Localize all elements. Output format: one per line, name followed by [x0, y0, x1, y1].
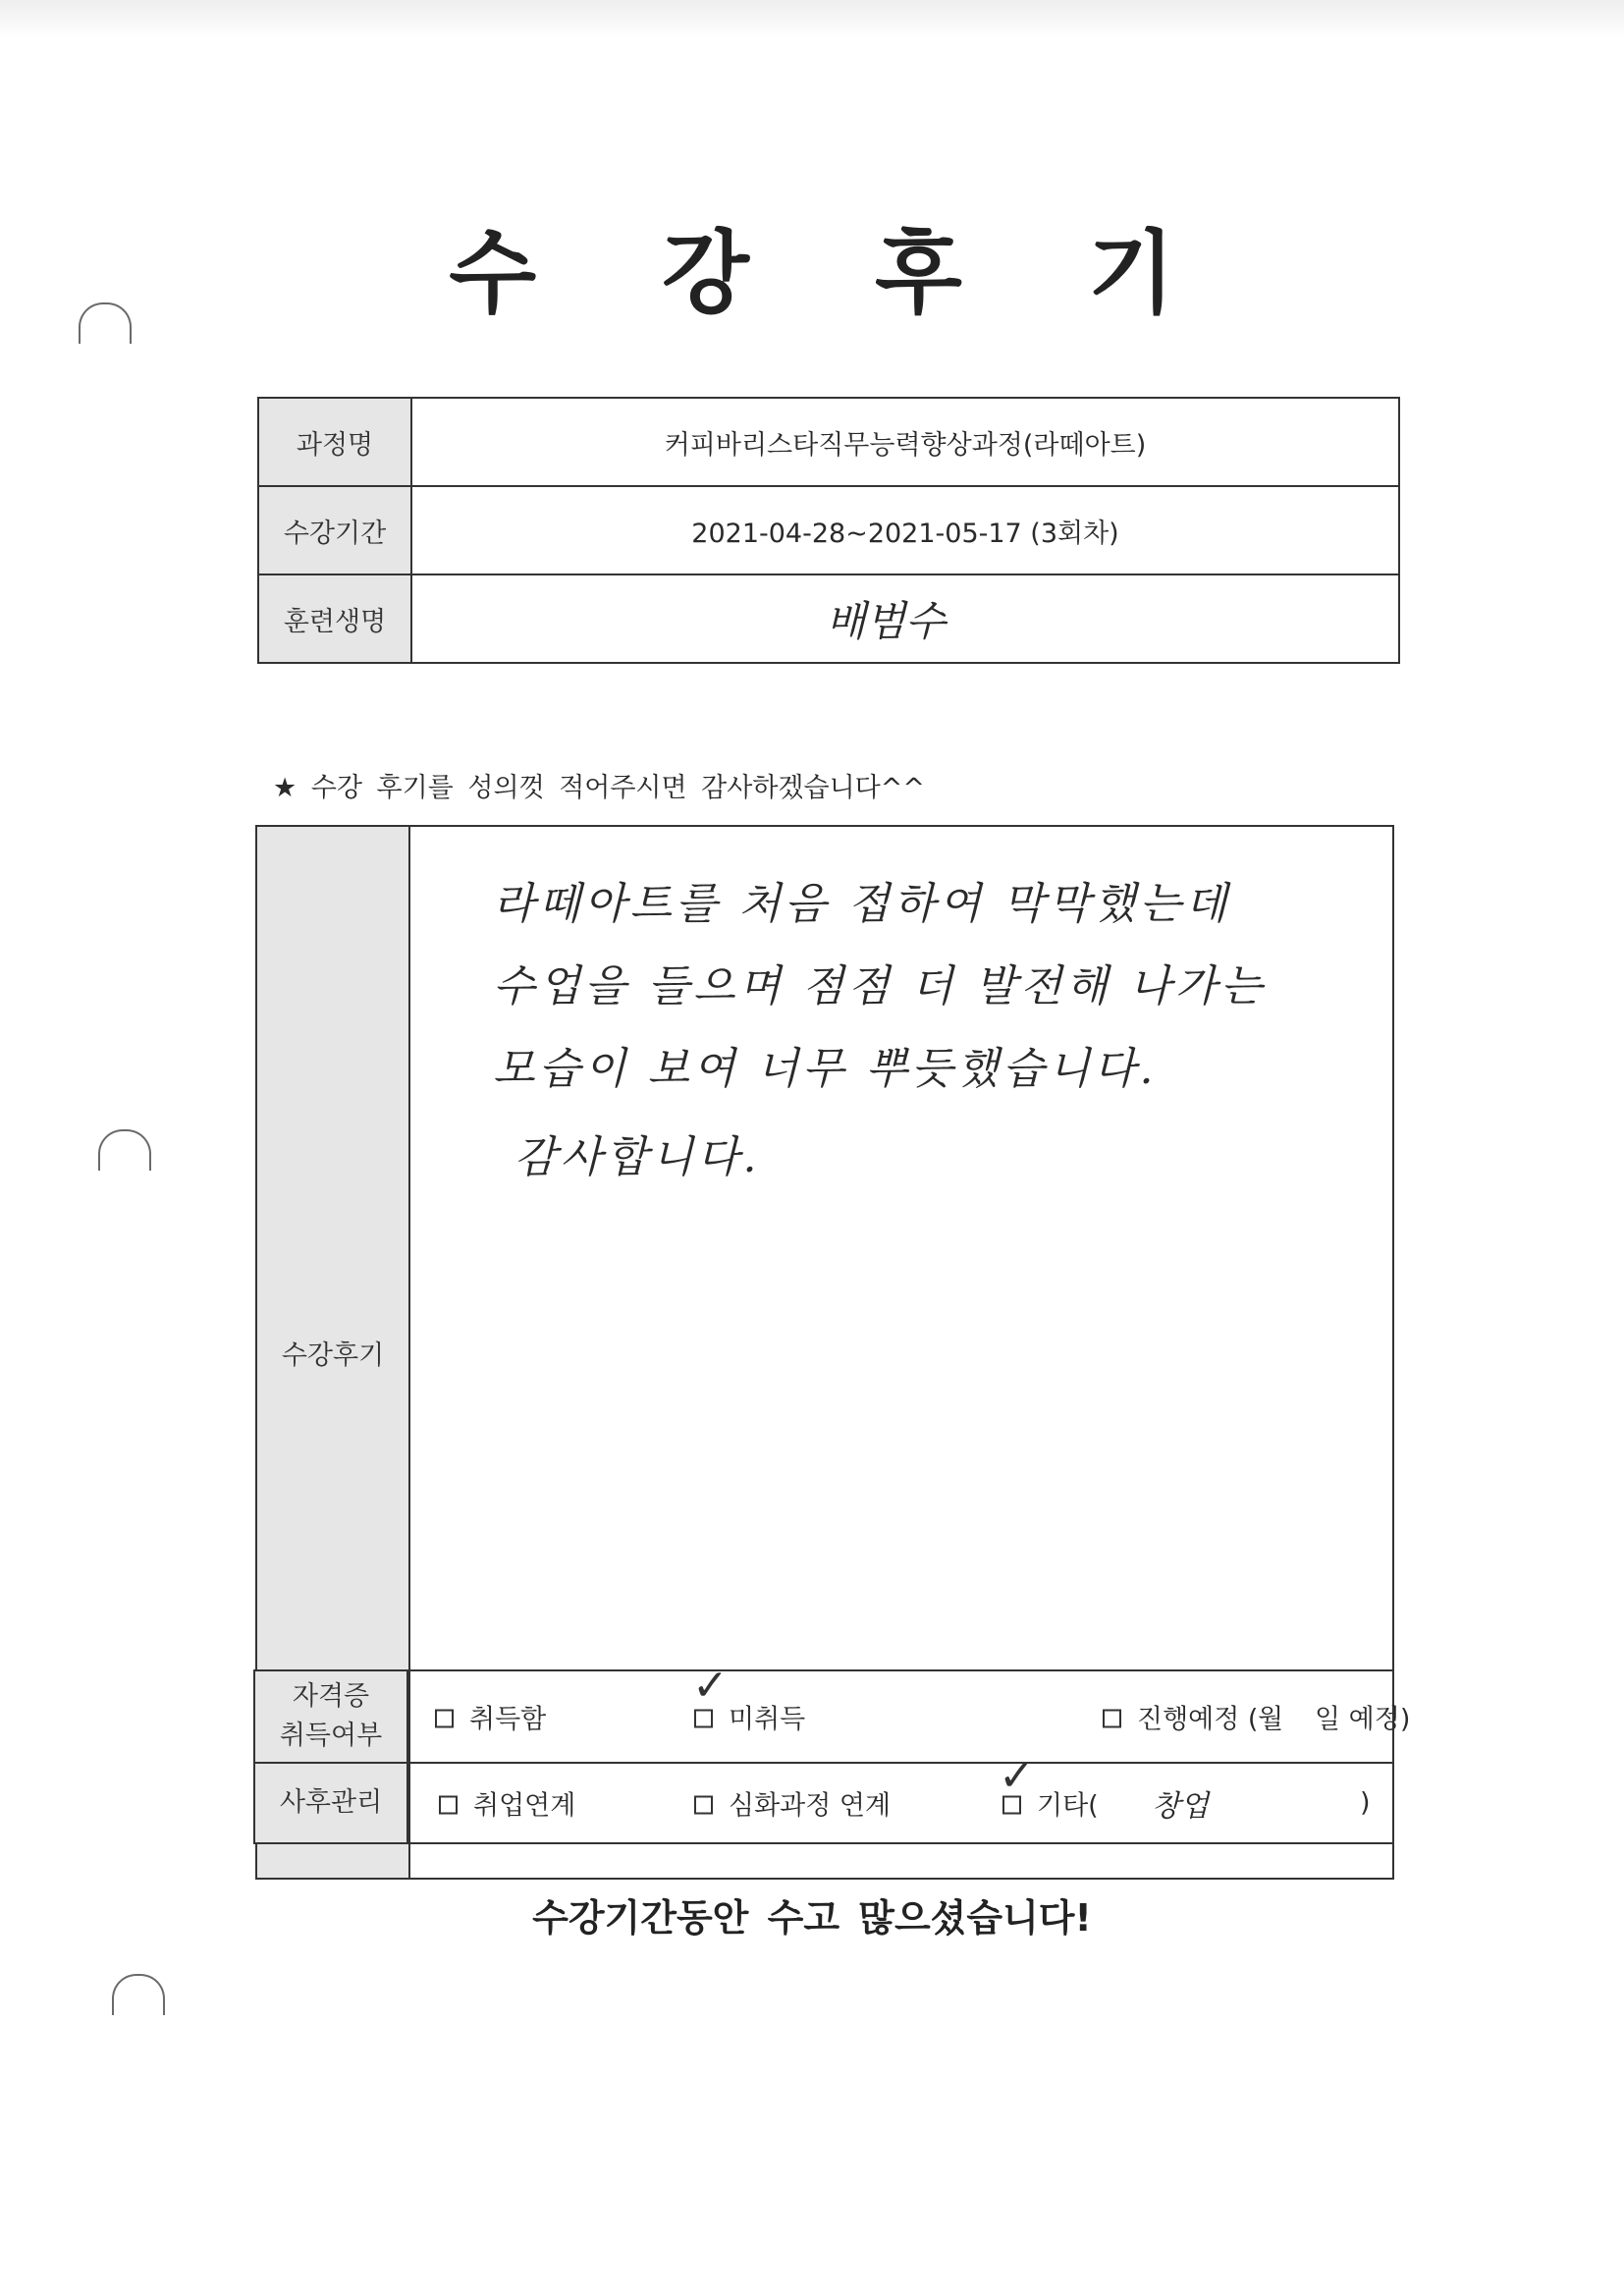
checkbox-icon[interactable]	[439, 1796, 458, 1815]
status-table	[253, 1661, 1411, 1844]
certification-row	[254, 1670, 1393, 1763]
course-name-value: 커피바리스타직무능력향상과정(라떼아트)	[411, 398, 1399, 486]
closing-message: 수강기간동안 수고 많으셨습니다!	[532, 1896, 1092, 1940]
review-line-4: 감사합니다.	[514, 1132, 761, 1182]
review-line-3: 모습이 보여 너무 뿌듯했습니다.	[493, 1044, 1158, 1094]
course-name-row	[258, 398, 1399, 486]
aftercare-other-text: 창업	[1152, 1789, 1209, 1824]
review-line-2: 수업을 들으며 점점 더 발전해 나가는	[493, 961, 1267, 1011]
trainee-signature: 배범수	[826, 597, 946, 645]
aftercare-options	[407, 1751, 1393, 1843]
trainee-name-row	[258, 574, 1399, 663]
certification-label-line1: 자격증	[292, 1681, 370, 1712]
checkbox-icon[interactable]	[435, 1710, 454, 1728]
cert-option-not-acquired[interactable]: 미취득	[694, 1698, 805, 1736]
aftercare-option-other[interactable]: 기타(	[1002, 1784, 1099, 1823]
scan-edge	[0, 0, 1624, 39]
trainee-name-label: 훈련생명	[258, 574, 411, 663]
cert-day-label: 일 예정)	[1315, 1704, 1411, 1735]
course-info-table	[257, 397, 1400, 664]
aftercare-row	[254, 1763, 1393, 1843]
aftercare-close-paren: )	[1360, 1787, 1371, 1819]
checkbox-icon[interactable]	[694, 1796, 713, 1815]
review-line-1: 라떼아트를 처음 접하여 막막했는데	[493, 879, 1231, 929]
aftercare-option-advanced[interactable]: 심화과정 연계	[694, 1784, 891, 1823]
trainee-name-value	[411, 574, 1399, 663]
certification-label-line2: 취득여부	[279, 1721, 383, 1751]
punch-hole-bottom	[112, 1974, 165, 2015]
cert-month-label: 월	[1258, 1704, 1284, 1735]
page-title: 수 강 후 기	[449, 221, 1222, 326]
instruction-note: ★ 수강 후기를 성의껏 적어주시면 감사하겠습니다^^	[273, 773, 926, 803]
check-mark-icon: ✓	[999, 1751, 1035, 1801]
course-period-row	[258, 486, 1399, 574]
punch-hole-middle	[98, 1129, 151, 1171]
cert-option-in-progress[interactable]: 진행예정 (	[1103, 1698, 1258, 1736]
review-label: 수강후기	[257, 827, 410, 1878]
course-name-label: 과정명	[258, 398, 411, 486]
aftercare-option-employment[interactable]: 취업연계	[439, 1784, 575, 1823]
cert-option-acquired[interactable]: 취득함	[435, 1698, 546, 1736]
course-period-label: 수강기간	[258, 486, 411, 574]
checkbox-icon[interactable]	[1103, 1710, 1121, 1728]
checkbox-icon[interactable]	[694, 1710, 713, 1728]
certification-options	[407, 1661, 1411, 1763]
aftercare-label: 사후관리	[254, 1763, 407, 1843]
check-mark-icon: ✓	[692, 1661, 729, 1711]
course-period-value: 2021-04-28~2021-05-17 (3회차)	[411, 486, 1399, 574]
certification-label	[254, 1670, 407, 1763]
